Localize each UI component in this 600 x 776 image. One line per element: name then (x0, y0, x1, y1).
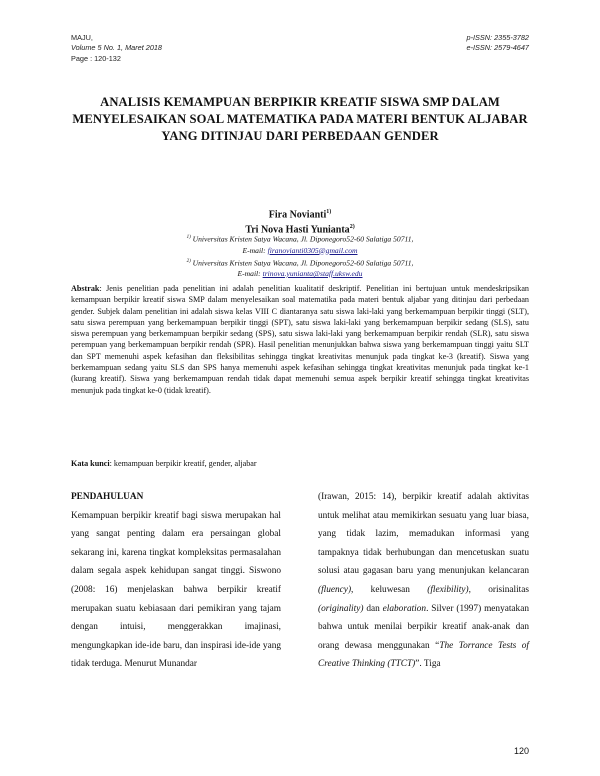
keywords-label: Kata kunci (71, 459, 110, 468)
affiliation-2-email: E-mail: trinova.yunianta@staff.uksw.edu (237, 269, 363, 279)
author-1: Fira Novianti$^{1)}$ (268, 209, 332, 221)
abstract-label: Abstrak (71, 284, 100, 293)
affiliation-1: $^{1)}$ Universitas Kristen Satya Wacana, Jl. Diponegoro52-60 Salatiga 50711, (186, 234, 414, 244)
abstract (71, 283, 529, 396)
affiliation-2: $^{2)}$ Universitas Kristen Satya Wacana, Jl. Diponegoro52-60 Salatiga 50711, (186, 258, 414, 268)
journal-volume: Volume 5 No. 1, Maret 2018 (71, 43, 162, 53)
keywords-text: : kemampuan berpikir kreatif, gender, aljabar (109, 459, 257, 468)
journal-pages: Page : 120-132 (71, 53, 121, 63)
affiliation-1-email: E-mail: firanovianti0305@gmail.com (242, 245, 358, 255)
intro-paragraph-left: Kemampuan berpikir kreatif bagi siswa merupakan hal yang sangat penting dalam era persaingan global sekarang ini, karena tingkat kompleksitas permasalahan dalam segala aspek kehidupan sangat tinggi. Siswono (2008: 16) menjelaskan bahwa berpikir kreatif merupakan suatu kebiasaan dari pemikiran yang tajam dengan intuisi, menggerakkan imajinasi, mengungkapkan ide-ide baru, dan inspirasi ide-ide yang tidak terduga. Menurut Munandar (71, 510, 281, 670)
page-number: 120 (513, 746, 529, 756)
author-2: Tri Nova Hasti Yunianta$^{2)}$ (245, 224, 355, 236)
journal-name: MAJU, (71, 33, 93, 42)
p-issn: p-ISSN: 2355-3782 (466, 33, 529, 42)
email-link-1[interactable]: firanovianti0305@gmail.com (267, 245, 358, 255)
keywords (71, 458, 529, 469)
email-link-2[interactable]: trinova.yunianta@staff.uksw.edu (262, 269, 363, 279)
paper-title: ANALISIS KEMAMPUAN BERPIKIR KREATIF SISWA SMP DALAM MENYELESAIKAN SOAL MATEMATIKA PADA MATERI BENTUK ALJABAR YANG DITINJAU DARI PERBEDAAN GENDER (72, 95, 528, 143)
intro-left-column (71, 488, 281, 674)
e-issn: e-ISSN: 2579-4647 (466, 43, 529, 53)
abstract-text: : Jenis penelitian pada penelitian ini adalah penelitian kualitatif deskriptif. Penelitian ini bertujuan untuk mendeskripsikan kemampuan berpikir kreatif siswa SMP dalam menyelesaikan soal matematika pada materi bentuk aljabar yang ditinjau dari perbedaan gender. Subjek dalam penelitian ini adalah siswa kelas VIII C diantaranya satu siswa laki-laki yang berkemampuan berpikir tinggi (SLT), satu siswa perempuan yang berkemampuan berpikir tinggi (SPT), satu siswa laki-laki yang berkemampuan berpikir sedang (SLS), satu siswa perempuan yang berkemampuan berpikir sedang (SPS), satu siswa laki-laki yang berkemampuan berpikir rendah (SLR), satu siswa perempuan yang berkemampuan berpikir rendah (SPR). Hasil penelitian menunjukkan bahwa siswa yang berkemampuan tinggi yaitu SLT dan SPT memenuhi aspek kefasihan dan fleksibilitas sehingga tingkat kreativitas menunjuk pada tingkat ke-3 (kreatif). Siswa yang berkemampuan sedang yaitu SLS dan SPS hanya memenuhi aspek kefasihan sehingga tingkat kreativitas menunjuk pada tingkat ke-1 (kurang kreatif). Siswa yang berkemampuan rendah tidak dapat memenuhi semua aspek berpikir kreatif sehingga tingkat kreativitas menunjuk pada tingkat ke-0 (tidak kreatif). (71, 284, 529, 395)
issn-header (467, 33, 529, 54)
section-heading: PENDAHULUAN (71, 492, 144, 502)
affiliations (60, 232, 540, 279)
intro-right-column: (Irawan, 2015: 14), berpikir kreatif adalah aktivitas untuk melihat atau memikirkan sesuatu yang luar biasa, yang tidak lazim, memadukan informasi yang tampaknya tidak berhubungan dan mencetuskan suatu solusi atau gagasan baru yang menunjukan kelancaran (fluency), keluwesan (flexibility), orisinalitas (originality) dan elaboration. Silver (1997) menyatakan bahwa untuk menilai berpikir kreatif anak-anak dan orang dewasa menggunakan “The Torrance Tests of Creative Thinking (TTCT)”. Tiga (318, 492, 529, 670)
journal-header (71, 33, 162, 64)
